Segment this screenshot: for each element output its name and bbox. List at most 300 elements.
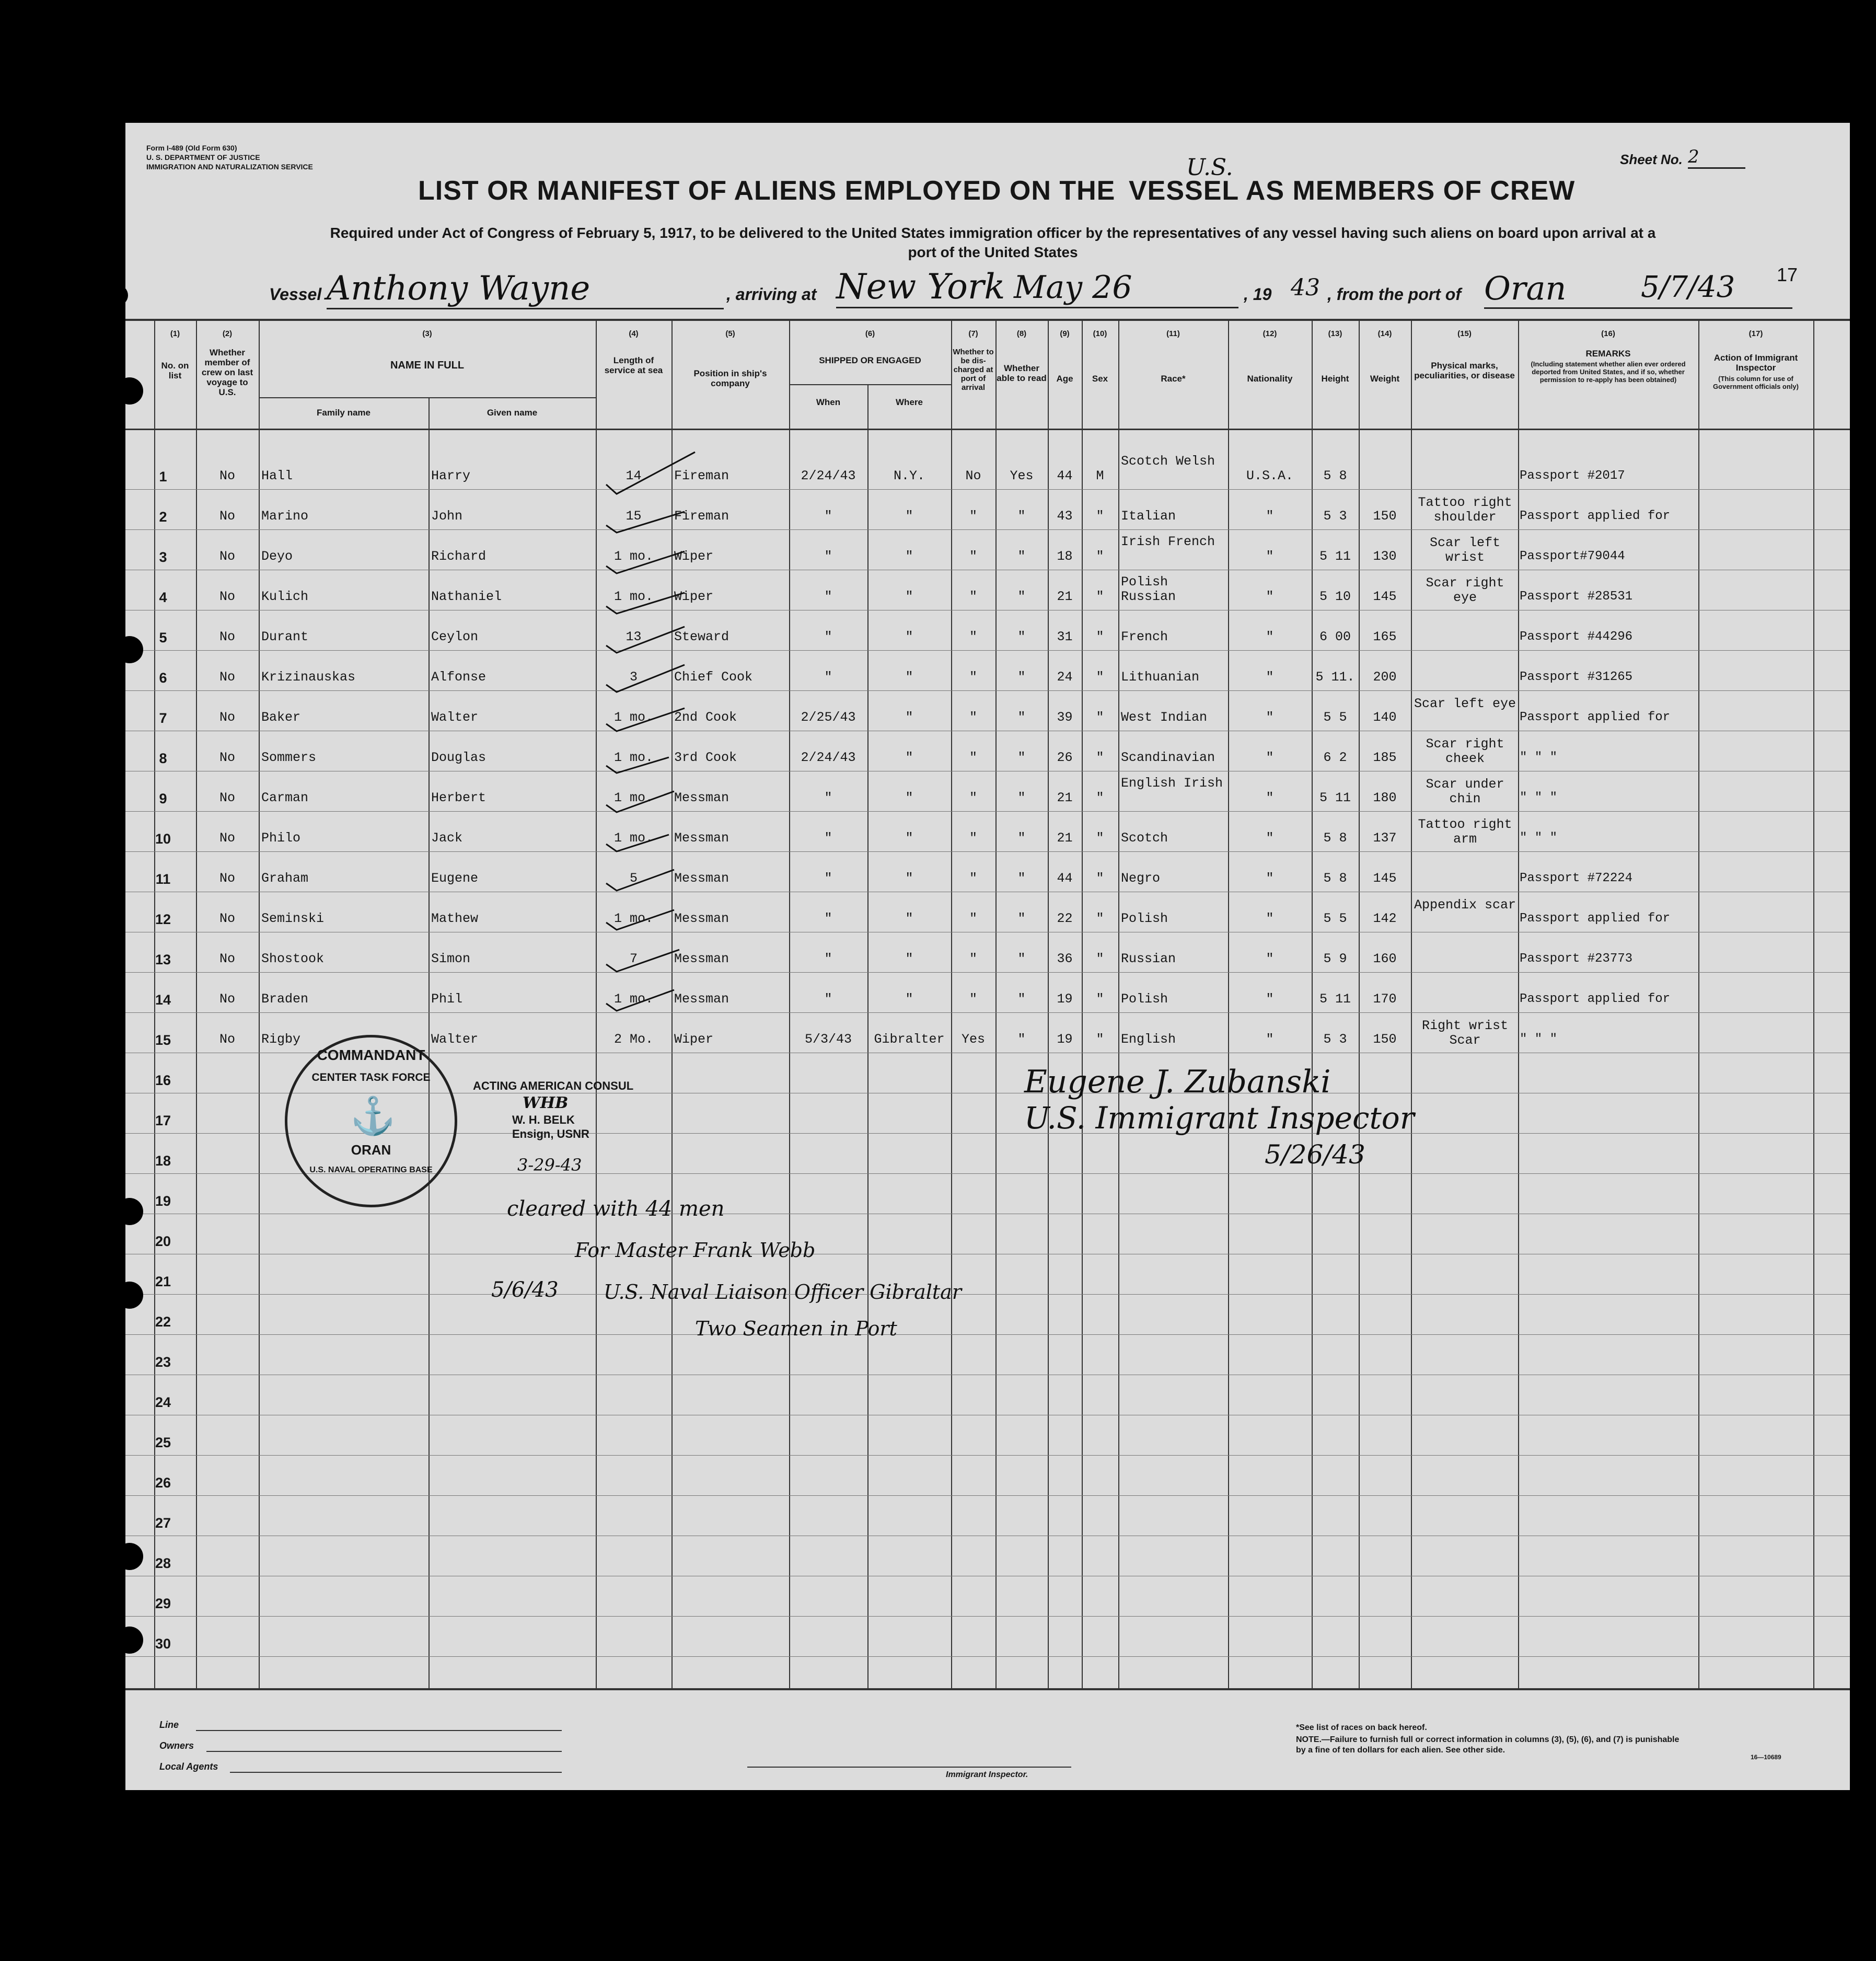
commandant-stamp — [285, 1035, 457, 1207]
cell-age: 22 — [1057, 911, 1073, 926]
year: 43 — [1291, 274, 1320, 301]
row-number: 9 — [159, 791, 167, 806]
cell-remarks: " " " — [1520, 1032, 1558, 1046]
cell-when: " — [824, 549, 832, 564]
cell-member: No — [219, 750, 235, 765]
cell-weight: 130 — [1373, 549, 1397, 564]
cell-discharged: " — [969, 750, 977, 765]
col-num-1: (1) — [170, 329, 180, 338]
row-number: 11 — [155, 871, 171, 887]
cell-race: Scotch — [1121, 830, 1168, 846]
row-number: 6 — [159, 670, 167, 686]
cell-nationality: " — [1266, 670, 1274, 685]
cell-age: 39 — [1057, 710, 1073, 725]
row-number: 5 — [159, 630, 167, 645]
row-number: 29 — [155, 1596, 171, 1611]
cell-family: Rigby — [261, 1032, 301, 1047]
table-top-border — [125, 319, 1850, 321]
row-rule — [125, 1656, 1850, 1657]
cell-service: 1 mo. — [613, 750, 653, 765]
check-mark — [606, 708, 685, 731]
cell-sex: " — [1096, 509, 1104, 524]
cell-position: Fireman — [674, 468, 729, 483]
row-number: 21 — [155, 1274, 171, 1289]
row-number: 14 — [155, 992, 171, 1008]
header-age: Age — [1056, 374, 1073, 384]
cell-nationality: " — [1266, 750, 1274, 765]
row-number: 10 — [155, 831, 171, 847]
cell-marks: Scar under chin — [1426, 777, 1504, 806]
row-number: 8 — [159, 751, 167, 766]
cell-position: Messman — [674, 830, 729, 846]
cell-sex: " — [1096, 830, 1104, 846]
vessel-name: Anthony Wayne — [327, 269, 724, 309]
cell-read: " — [1017, 991, 1026, 1007]
binder-hole — [116, 1627, 143, 1654]
cell-weight: 180 — [1373, 790, 1397, 805]
col-divider — [1698, 319, 1699, 1688]
note-line-1: cleared with 44 men — [507, 1197, 725, 1221]
cell-weight: 140 — [1373, 710, 1397, 725]
cell-sex: " — [1096, 991, 1104, 1007]
cell-discharged: " — [969, 951, 977, 966]
check-mark — [606, 950, 679, 972]
check-mark — [606, 870, 674, 891]
check-mark — [606, 551, 685, 573]
cell-age: 31 — [1057, 629, 1073, 644]
col-num-16: (16) — [1601, 329, 1615, 338]
cell-family: Krizinauskas — [261, 670, 356, 685]
cell-race: Italian — [1121, 509, 1176, 524]
cell-service: 2 Mo. — [613, 1032, 653, 1047]
cell-given: John — [431, 509, 463, 524]
cell-family: Sommers — [261, 750, 317, 765]
cell-member: No — [219, 589, 235, 604]
header-remarks-note: (Including statement whether alien ever ordered deported from United States, and if so, whether permission to re-apply has been obtained) — [1531, 360, 1686, 384]
cell-nationality: U.S.A. — [1246, 468, 1293, 483]
cell-weight: 150 — [1373, 509, 1397, 524]
cell-read: " — [1017, 670, 1026, 685]
check-mark — [606, 665, 685, 692]
cell-weight: 150 — [1373, 1032, 1397, 1047]
col-num-4: (4) — [629, 329, 639, 338]
cell-service: 1 mo. — [613, 830, 653, 846]
cell-when: " — [824, 670, 832, 685]
cell-weight: 145 — [1373, 871, 1397, 886]
cell-age: 44 — [1057, 468, 1073, 483]
cell-position: Fireman — [674, 509, 729, 524]
cell-marks: Tattoo right arm — [1418, 817, 1512, 847]
row-number: 24 — [155, 1394, 171, 1410]
cell-marks: Scar left wrist — [1429, 535, 1501, 565]
cell-discharged: " — [969, 509, 977, 524]
cell-service: 3 — [629, 670, 638, 685]
cell-sex: " — [1096, 1032, 1104, 1047]
cell-read: " — [1017, 509, 1026, 524]
cell-where: " — [905, 951, 913, 966]
year-prefix: , 19 — [1244, 285, 1272, 304]
cell-family: Seminski — [261, 911, 325, 926]
header-when: When — [816, 397, 841, 407]
cell-age: 21 — [1057, 790, 1073, 805]
cell-discharged: " — [969, 670, 977, 685]
header-height: Height — [1321, 374, 1349, 384]
cell-remarks: Passport applied for — [1520, 710, 1671, 724]
cell-read: " — [1017, 911, 1026, 926]
row-rule — [125, 650, 1850, 651]
row-number: 2 — [159, 509, 167, 525]
cell-nationality: " — [1266, 589, 1274, 604]
cell-discharged: " — [969, 549, 977, 564]
cell-age: 43 — [1057, 509, 1073, 524]
cell-weight: 165 — [1373, 629, 1397, 644]
col-num-3: (3) — [422, 329, 432, 338]
binder-hole — [107, 285, 128, 306]
binder-hole — [116, 377, 143, 405]
cell-read: " — [1017, 790, 1026, 805]
cell-given: Harry — [431, 468, 471, 483]
row-number: 16 — [155, 1072, 171, 1088]
cell-height: 5 5 — [1323, 911, 1347, 926]
cell-member: No — [219, 830, 235, 846]
cell-member: No — [219, 710, 235, 725]
arriving-label: , arriving at — [726, 285, 817, 304]
col-num-5: (5) — [725, 329, 735, 338]
cell-nationality: " — [1266, 830, 1274, 846]
col-divider — [429, 397, 430, 1688]
col-num-13: (13) — [1328, 329, 1342, 338]
cell-read: " — [1017, 1032, 1026, 1047]
cell-remarks: Passport #44296 — [1520, 630, 1633, 644]
cell-race: Polish — [1121, 991, 1168, 1007]
footer-note: NOTE.—Failure to furnish full or correct information in columns (3), (5), (6), and (7) is punishable by a fine of ten dollars for each alien. See other side. — [1296, 1735, 1680, 1755]
cell-race: English Irish — [1121, 776, 1223, 791]
cell-read: " — [1017, 549, 1026, 564]
row-number: 20 — [155, 1233, 171, 1249]
inspector-signature-rule — [747, 1767, 1071, 1768]
cell-where: " — [905, 750, 913, 765]
cell-sex: " — [1096, 629, 1104, 644]
cell-when: " — [824, 830, 832, 846]
cell-where: " — [905, 710, 913, 725]
cell-weight: 200 — [1373, 670, 1397, 685]
cell-weight: 137 — [1373, 830, 1397, 846]
row-number: 15 — [155, 1032, 171, 1048]
binder-hole — [116, 1543, 143, 1570]
cell-given: Richard — [431, 549, 487, 564]
col-num-11: (11) — [1166, 329, 1180, 338]
cell-nationality: " — [1266, 911, 1274, 926]
cell-height: 5 10 — [1319, 589, 1351, 604]
cell-service: 1 mo. — [613, 549, 653, 564]
anchor-icon: ⚓ — [350, 1095, 396, 1136]
cell-member: No — [219, 951, 235, 966]
cell-given: Walter — [431, 1032, 479, 1047]
cell-member: No — [219, 911, 235, 926]
cell-height: 5 8 — [1323, 871, 1347, 886]
cell-sex: " — [1096, 670, 1104, 685]
row-number: 22 — [155, 1314, 171, 1330]
consul-date: 3-29-43 — [517, 1155, 582, 1175]
col-num-12: (12) — [1263, 329, 1277, 338]
cell-height: 5 5 — [1323, 710, 1347, 725]
cell-marks: Scar left eye — [1414, 696, 1516, 711]
arriving-port: New York — [836, 267, 1238, 308]
cell-where: " — [905, 830, 913, 846]
col-num-10: (10) — [1093, 329, 1107, 338]
cell-family: Carman — [261, 790, 309, 805]
cell-where: " — [905, 670, 913, 685]
cell-where: Gibralter — [874, 1032, 945, 1047]
cell-marks: Right wrist Scar — [1421, 1018, 1509, 1048]
cell-race: Polish — [1121, 911, 1168, 926]
header-given-name: Given name — [487, 408, 538, 418]
cell-given: Nathaniel — [431, 589, 502, 604]
check-mark — [606, 512, 685, 533]
cell-nationality: " — [1266, 790, 1274, 805]
row-rule — [125, 489, 1850, 490]
cell-family: Kulich — [261, 589, 309, 604]
stamp-center-text-1: CENTER TASK FORCE — [311, 1071, 431, 1083]
cell-height: 5 11 — [1319, 991, 1351, 1007]
header-race: Race* — [1161, 374, 1186, 384]
from-date: 5/7/43 — [1641, 270, 1735, 304]
cell-read: " — [1017, 629, 1026, 644]
cell-member: No — [219, 468, 235, 483]
col-num-9: (9) — [1060, 329, 1070, 338]
inspector-name: Eugene J. Zubanski — [1024, 1064, 1331, 1100]
row-number: 23 — [155, 1354, 171, 1370]
cell-member: No — [219, 790, 235, 805]
cell-read: Yes — [1010, 468, 1034, 483]
cell-family: Marino — [261, 509, 309, 524]
cell-position: 3rd Cook — [674, 750, 737, 765]
cell-age: 24 — [1057, 670, 1073, 685]
cell-sex: " — [1096, 710, 1104, 725]
cell-given: Jack — [431, 830, 463, 846]
cell-remarks: Passport applied for — [1520, 992, 1671, 1006]
cell-age: 21 — [1057, 589, 1073, 604]
row-number: 27 — [155, 1515, 171, 1531]
check-mark — [606, 910, 674, 930]
cell-race: Lithuanian — [1121, 670, 1200, 685]
cell-when: " — [824, 589, 832, 604]
binder-hole — [116, 1282, 143, 1309]
cell-marks: Tattoo right shoulder — [1418, 495, 1512, 525]
page-mark: 17 — [1777, 264, 1798, 285]
cell-where: " — [905, 911, 913, 926]
cell-discharged: " — [969, 871, 977, 886]
cell-where: " — [905, 549, 913, 564]
cell-nationality: " — [1266, 951, 1274, 966]
cell-given: Alfonse — [431, 670, 487, 685]
cell-race: Scotch Welsh — [1121, 454, 1215, 469]
footer-line-rule — [196, 1730, 562, 1731]
row-number: 12 — [155, 912, 171, 927]
row-rule — [125, 972, 1850, 973]
header-action: Action of Immigrant Inspector — [1713, 353, 1798, 373]
row-number: 7 — [159, 710, 167, 726]
consul-title: ACTING AMERICAN CONSUL — [473, 1079, 634, 1092]
cell-where: " — [905, 790, 913, 805]
cell-family: Durant — [261, 629, 309, 644]
header-name-in-full: NAME IN FULL — [390, 360, 465, 371]
row-rule — [125, 851, 1850, 852]
service-name: IMMIGRATION AND NATURALIZATION SERVICE — [146, 163, 313, 171]
cell-when: " — [824, 790, 832, 805]
row-rule — [125, 1616, 1850, 1617]
cell-discharged: Yes — [961, 1032, 985, 1047]
cell-service: 1 mo. — [613, 991, 653, 1007]
department: U. S. DEPARTMENT OF JUSTICE — [146, 153, 260, 162]
arrival-date: May 26 — [1014, 269, 1132, 306]
cell-marks: Scar right cheek — [1426, 736, 1504, 766]
cell-family: Baker — [261, 710, 301, 725]
stamp-bottom-text: U.S. NAVAL OPERATING BASE — [309, 1166, 433, 1174]
check-mark — [606, 835, 669, 851]
cell-race: Scandinavian — [1121, 750, 1215, 765]
title-insert: U.S. — [1186, 154, 1233, 181]
footer-inspector-label: Immigrant Inspector. — [946, 1770, 1028, 1779]
cell-position: 2nd Cook — [674, 710, 737, 725]
note-line-4: Two Seamen in Port — [695, 1317, 897, 1340]
manifest-sheet — [125, 123, 1850, 1790]
cell-service: 1 mo. — [613, 710, 653, 725]
row-rule — [125, 1495, 1850, 1496]
from-port: Oran — [1484, 269, 1792, 309]
row-rule — [125, 811, 1850, 812]
cell-family: Braden — [261, 991, 309, 1007]
col-num-14: (14) — [1377, 329, 1392, 338]
check-mark — [606, 593, 685, 614]
cell-when: " — [824, 951, 832, 966]
cell-where: " — [905, 509, 913, 524]
cell-read: " — [1017, 589, 1026, 604]
note-line-2: For Master Frank Webb — [575, 1239, 816, 1262]
form-id: Form I-489 (Old Form 630) — [146, 144, 237, 152]
cell-given: Walter — [431, 710, 479, 725]
cell-race: Russian — [1121, 951, 1176, 966]
name-header-divider — [259, 397, 596, 398]
shipped-header-divider — [789, 384, 951, 385]
cell-sex: " — [1096, 911, 1104, 926]
cell-remarks: Passport #23773 — [1520, 952, 1633, 966]
col-num-6: (6) — [865, 329, 875, 338]
cell-when: " — [824, 629, 832, 644]
cell-position: Chief Cook — [674, 670, 753, 685]
cell-read: " — [1017, 951, 1026, 966]
table-bottom-border — [125, 1688, 1850, 1690]
row-number: 17 — [155, 1113, 171, 1128]
cell-marks: Appendix scar — [1414, 897, 1516, 913]
cell-nationality: " — [1266, 710, 1274, 725]
cell-family: Graham — [261, 871, 309, 886]
cell-weight: 145 — [1373, 589, 1397, 604]
cell-when: " — [824, 911, 832, 926]
binder-hole — [116, 1198, 143, 1225]
cell-race: Negro — [1121, 871, 1161, 886]
cell-height: 6 00 — [1319, 629, 1351, 644]
cell-given: Mathew — [431, 911, 479, 926]
cell-age: 19 — [1057, 991, 1073, 1007]
cell-given: Simon — [431, 951, 471, 966]
cell-sex: " — [1096, 951, 1104, 966]
cell-when: 2/24/43 — [801, 750, 856, 765]
cell-when: 5/3/43 — [804, 1032, 852, 1047]
cell-nationality: " — [1266, 991, 1274, 1007]
cell-remarks: Passport #28531 — [1520, 590, 1633, 604]
cell-discharged: " — [969, 589, 977, 604]
cell-read: " — [1017, 830, 1026, 846]
cell-remarks: Passport #31265 — [1520, 670, 1633, 684]
cell-service: 1 mo. — [613, 589, 653, 604]
cell-sex: M — [1096, 468, 1104, 483]
cell-nationality: " — [1266, 509, 1274, 524]
row-number: 26 — [155, 1475, 171, 1491]
cell-remarks: " " " — [1520, 791, 1558, 805]
cell-member: No — [219, 509, 235, 524]
footer-race-note: *See list of races on back hereof. — [1296, 1723, 1427, 1732]
subtitle-line-1: Required under Act of Congress of February 5, 1917, to be delivered to the United States immigration officer by the representatives of any vessel having such aliens on board upon arrival at a — [330, 225, 1656, 241]
cell-height: 5 8 — [1323, 468, 1347, 483]
cell-read: " — [1017, 710, 1026, 725]
cell-member: No — [219, 629, 235, 644]
sheet-number: 2 — [1688, 146, 1745, 169]
cell-position: Steward — [674, 629, 729, 644]
cell-weight: 170 — [1373, 991, 1397, 1007]
cell-discharged: " — [969, 991, 977, 1007]
cell-service: 5 — [629, 871, 638, 886]
row-rule — [125, 529, 1850, 530]
cell-marks: Scar right eye — [1426, 575, 1504, 605]
cell-position: Messman — [674, 951, 729, 966]
cell-given: Douglas — [431, 750, 487, 765]
cell-where: " — [905, 871, 913, 886]
cell-age: 44 — [1057, 871, 1073, 886]
cell-weight: 185 — [1373, 750, 1397, 765]
cell-sex: " — [1096, 549, 1104, 564]
cell-given: Herbert — [431, 790, 487, 805]
row-number: 30 — [155, 1636, 171, 1652]
cell-age: 19 — [1057, 1032, 1073, 1047]
row-number: 3 — [159, 549, 167, 565]
cell-race: West Indian — [1121, 710, 1208, 725]
cell-remarks: Passport applied for — [1520, 912, 1671, 926]
cell-nationality: " — [1266, 1032, 1274, 1047]
cell-age: 18 — [1057, 549, 1073, 564]
header-shipped: SHIPPED OR ENGAGED — [819, 355, 921, 365]
form-title-right: VESSEL AS MEMBERS OF CREW — [1129, 176, 1576, 206]
footer-line-label: Line — [159, 1720, 179, 1730]
cell-age: 21 — [1057, 830, 1073, 846]
cell-position: Messman — [674, 911, 729, 926]
row-rule — [125, 1334, 1850, 1335]
footer-agents-rule — [230, 1772, 562, 1773]
cell-discharged: " — [969, 790, 977, 805]
cell-given: Eugene — [431, 871, 479, 886]
consul-rank: Ensign, USNR — [512, 1127, 589, 1140]
header-physical-marks: Physical marks, peculiarities, or disease — [1414, 361, 1515, 380]
cell-service: 15 — [626, 509, 642, 524]
col-num-2: (2) — [222, 329, 233, 338]
cell-height: 5 8 — [1323, 830, 1347, 846]
cell-remarks: Passport#79044 — [1520, 549, 1625, 563]
col-num-15: (15) — [1457, 329, 1472, 338]
cell-position: Messman — [674, 991, 729, 1007]
cell-discharged: No — [965, 468, 981, 483]
row-number: 18 — [155, 1153, 171, 1169]
cell-discharged: " — [969, 629, 977, 644]
